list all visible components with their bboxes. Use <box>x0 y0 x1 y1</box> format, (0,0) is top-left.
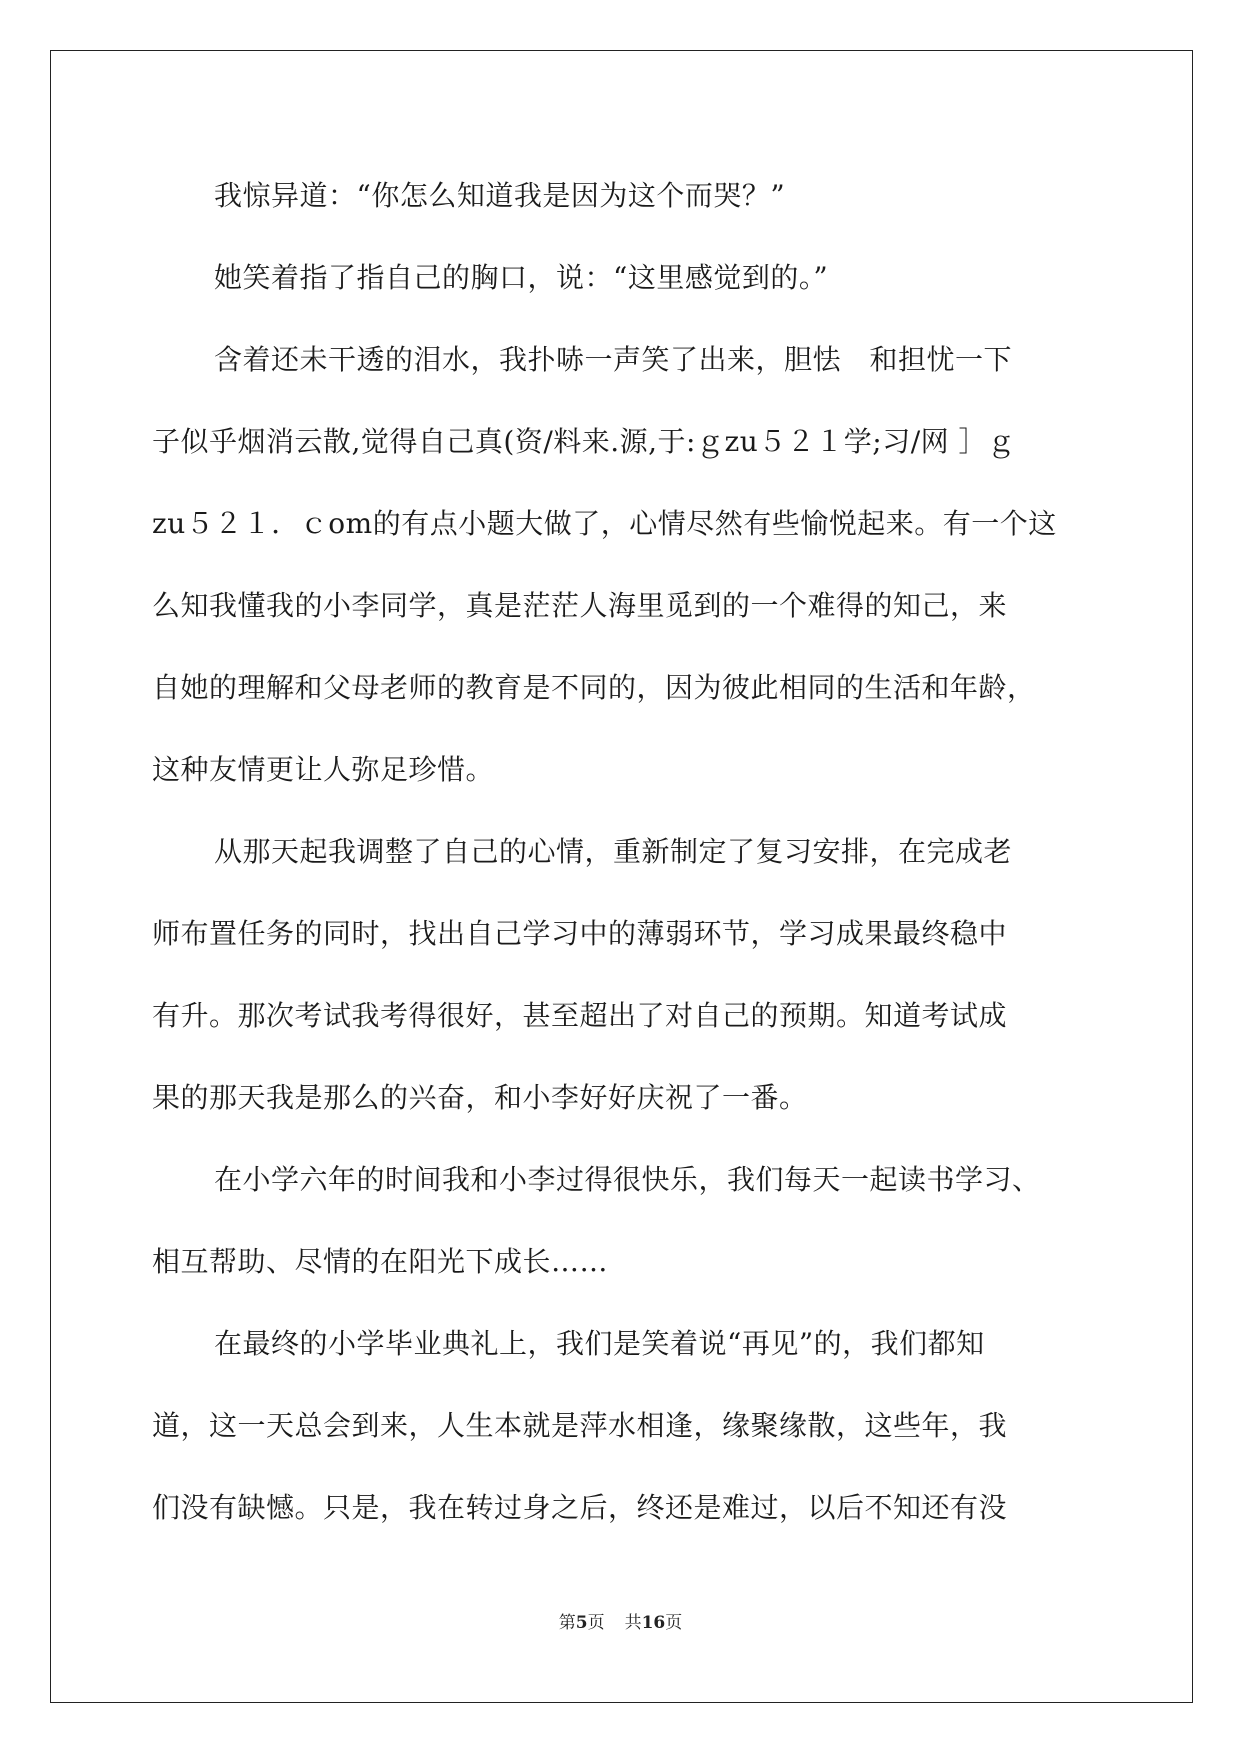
text-line: 我惊异道：“你怎么知道我是因为这个而哭？” <box>214 179 786 212</box>
text-line: zu５２１．ｃom的有点小题大做了，心情尽然有些愉悦起来。有一个这 <box>152 507 1057 540</box>
text-line: 师布置任务的同时，找出自己学习中的薄弱环节，学习成果最终稳中 <box>152 917 1008 950</box>
text-line: 么知我懂我的小李同学，真是茫茫人海里觅到的一个难得的知己，来 <box>152 589 1008 622</box>
text-line: 自她的理解和父母老师的教育是不同的，因为彼此相同的生活和年龄， <box>152 671 1036 704</box>
page-footer <box>0 1608 1241 1633</box>
text-line: 从那天起我调整了自己的心情，重新制定了复习安排，在完成老 <box>214 835 1013 868</box>
text-line: 在小学六年的时间我和小李过得很快乐，我们每天一起读书学习、 <box>214 1163 1041 1196</box>
text-line: 含着还未干透的泪水，我扑哧一声笑了出来，胆怯 和担忧一下 <box>214 343 1013 376</box>
text-line: 们没有缺憾。只是，我在转过身之后，终还是难过，以后不知还有没 <box>152 1491 1008 1524</box>
text-line: 在最终的小学毕业典礼上，我们是笑着说“再见”的，我们都知 <box>214 1327 985 1360</box>
footer-total-prefix: 共 <box>624 1613 642 1633</box>
text-line: 道，这一天总会到来，人生本就是萍水相逢，缘聚缘散，这些年，我 <box>152 1409 1008 1442</box>
footer-total-suffix: 页 <box>665 1613 683 1633</box>
current-page-number: 5 <box>575 1613 588 1633</box>
text-line: 这种友情更让人弥足珍惜。 <box>152 753 495 786</box>
text-line: 相互帮助、尽情的在阳光下成长…… <box>152 1245 609 1278</box>
text-line: 她笑着指了指自己的胸口，说：“这里感觉到的。” <box>214 261 829 294</box>
footer-prefix: 第 <box>558 1613 576 1633</box>
document-body <box>152 155 1097 1549</box>
text-line: 果的那天我是那么的兴奋，和小李好好庆祝了一番。 <box>152 1081 808 1114</box>
text-line: 子似乎烟消云散,觉得自己真(资/料来.源,于:ｇzu５２１学;习/网 ］ｇ <box>152 425 1016 458</box>
text-line: 有升。那次考试我考得很好，甚至超出了对自己的预期。知道考试成 <box>152 999 1008 1032</box>
total-pages-number: 16 <box>641 1613 666 1633</box>
footer-page-suffix: 页 <box>587 1613 605 1633</box>
